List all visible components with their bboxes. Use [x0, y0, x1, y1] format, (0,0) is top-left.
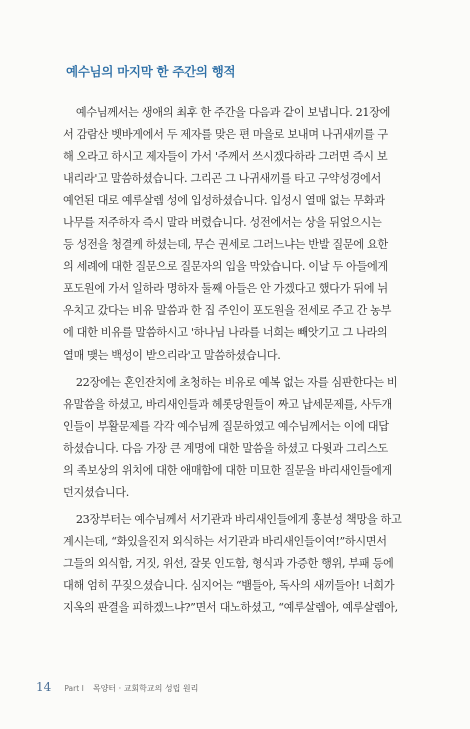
text-line: 의 세례에 대한 질문으로 질문자의 입을 막았습니다. 이날 두 아들에게 — [63, 260, 388, 274]
text-line: 해 오라고 하시고 제자들이 가서 '주께서 쓰시겠다하라 그러면 즉시 보 — [63, 150, 388, 164]
page-footer — [36, 676, 198, 695]
paragraph-3 — [63, 509, 415, 619]
text-line: 예수님께서는 생애의 최후 한 주간을 다음과 같이 보냅니다. 21장에 — [63, 106, 391, 119]
text-line: 포도원에 가서 일하라 명하자 둘째 아들은 안 가겠다고 했다가 뒤에 뉘 — [63, 282, 388, 296]
text-line: 하셨습니다. 다음 가장 큰 계명에 대한 말씀을 하셨고 다윗과 그리스도 — [63, 441, 388, 455]
text-line: 열매 맺는 백성이 받으리라'고 말씀하셨습니다. — [63, 348, 281, 362]
text-line: 에 대한 비유를 말씀하시고 '하나님 나라를 너희는 빼앗기고 그 나라의 — [63, 326, 388, 340]
text-line: 인들이 부활문제를 각각 예수님께 질문하였고 예수님께서는 이에 대답 — [63, 419, 389, 433]
paragraph-1 — [63, 102, 415, 367]
text-line: 나무를 저주하자 즉시 말라 버렸습니다. 성전에서는 상을 뒤엎으시는 — [63, 216, 382, 230]
text-line: 내리라'고 말씀하셨습니다. 그리곤 그 나귀새끼를 타고 구약성경에서 — [63, 172, 381, 186]
part-label: Part I — [64, 684, 84, 693]
text-line: 예언된 대로 예루살렘 성에 입성하셨습니다. 입성시 열매 없는 무화과 — [63, 194, 385, 208]
section-heading: 예수님의 마지막 한 주간의 행적 — [66, 64, 236, 79]
text-line: 등 성전을 청결케 하셨는데, 무슨 권세로 그러느냐는 반발 질문에 요한 — [63, 238, 388, 252]
text-line: 지옥의 판결을 피하겠느냐?”면서 대노하셨고, “예루살렘아, 예루살렘아, — [63, 601, 398, 615]
text-line: 던지셨습니다. — [63, 485, 129, 499]
text-line: 서 감람산 벳바게에서 두 제자를 맞은 편 마을로 보내며 나귀새끼를 구 — [63, 128, 388, 142]
text-line: 23장부터는 예수님께서 서기관과 바리새인들에게 훙분성 책망을 하고 — [63, 512, 402, 526]
text-line: 대해 엄히 꾸짖으셨습니다. 심지어는 “뱀들아, 독사의 새끼들아! 너희가 — [63, 578, 395, 592]
chapter-title: 목양터 · 교회학교의 성립 원리 — [92, 684, 199, 693]
body-text — [63, 102, 415, 619]
paragraph-2 — [63, 372, 415, 504]
page-number: 14 — [36, 680, 52, 694]
text-line: 그들의 외식함, 거짓, 위선, 잘못 인도함, 형식과 가증한 행위, 부패 등에 — [63, 556, 394, 570]
text-line: 계시는데, “화있을진저 외식하는 서기관과 바리새인들이여!”하시면서 — [63, 534, 387, 548]
text-line: 유말씀을 하셨고, 바리새인들과 헤롯당원들이 짜고 납세문제를, 사두개 — [63, 397, 392, 411]
text-line: 의 족보상의 위치에 대한 애매함에 대한 미묘한 질문을 바리새인들에게 — [63, 463, 392, 477]
text-line: 22장에는 혼인잔치에 초청하는 비유로 예복 없는 자를 심판한다는 비 — [63, 375, 398, 389]
text-line: 우치고 갔다는 비유 말씀과 한 집 주인이 포도원을 전세로 주고 간 농부 — [63, 304, 392, 318]
